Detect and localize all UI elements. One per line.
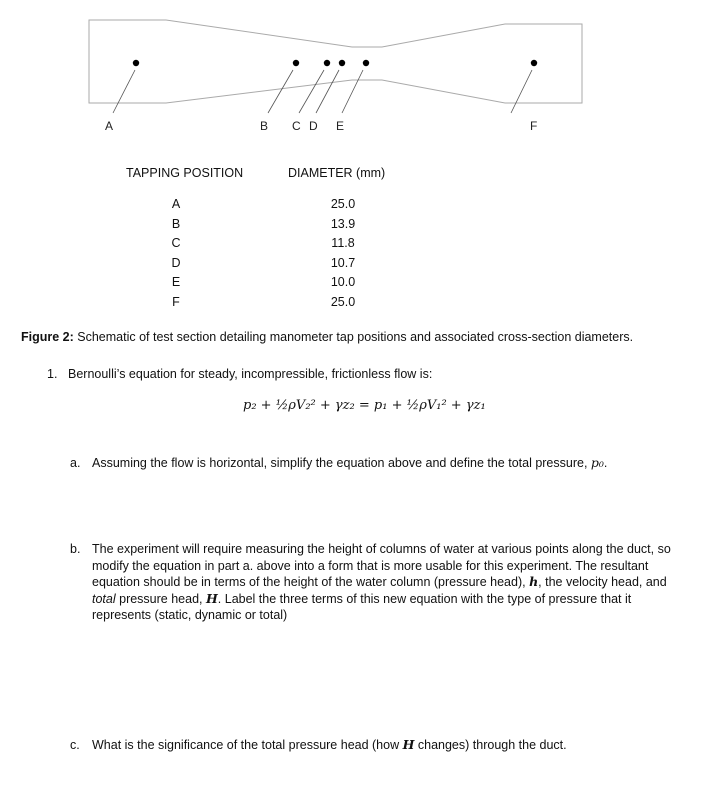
diameter-cell: 25.0 [330, 294, 356, 309]
qb-body-2: , the velocity head, and [538, 575, 667, 589]
tap-points [133, 60, 537, 66]
header-tapping-position: TAPPING POSITION [126, 166, 244, 180]
diameter-cell: 13.9 [330, 216, 356, 231]
test-section-schematic [0, 0, 712, 140]
qc-text [92, 737, 692, 754]
qb-body-3: pressure head, [115, 591, 206, 606]
position-cell: D [171, 255, 181, 270]
equation-lhs: p₂ + ½ρV₂² + γz₂ [243, 398, 355, 413]
q1-text: Bernoulli’s equation for steady, incompressible, frictionless flow is: [68, 367, 433, 381]
qa-var: p₀ [590, 455, 604, 470]
tap-dot-b [293, 60, 299, 66]
diameter-cell: 10.7 [330, 255, 356, 270]
tap-label: C [292, 119, 301, 133]
qc-letter: c. [70, 738, 80, 752]
position-cell: B [171, 216, 181, 231]
equation-equals: = [358, 398, 370, 413]
qc-body-1: What is the significance of the total pressure head (how [92, 738, 403, 752]
qa-letter: a. [70, 456, 81, 470]
qc-H: H [402, 737, 415, 752]
diameter-cell: 25.0 [330, 197, 356, 211]
caption-label: Figure 2: [21, 330, 74, 344]
tap-label: A [105, 119, 114, 133]
tap-dot-d [339, 60, 345, 66]
duct-outline [89, 20, 582, 103]
qb-H: H [205, 590, 218, 606]
tap-dot-e [363, 60, 369, 66]
figure-caption [21, 330, 633, 344]
tap-label: F [530, 119, 538, 133]
qa-body: Assuming the flow is horizontal, simplify the equation above and define the total pressure, [92, 456, 591, 470]
position-cell: C [171, 236, 181, 250]
qb-text [92, 541, 692, 624]
tap-dot-c [324, 60, 330, 66]
qb-body-4: . Label the three terms of this new equation with the type of pressure that it represents (static, dynamic or total) [92, 591, 632, 622]
position-cell: E [171, 275, 181, 289]
diameters-column [323, 195, 363, 312]
equation-rhs: p₁ + ½ρV₁² + γz₁ [373, 398, 486, 413]
qb-total: total [92, 591, 116, 606]
tap-label: D [309, 119, 318, 133]
diameter-cell: 10.0 [330, 275, 356, 289]
positions-column [166, 195, 186, 312]
diameter-cell: 11.8 [331, 236, 355, 250]
tap-label: E [336, 119, 345, 133]
position-cell: F [172, 294, 180, 309]
tap-label: B [260, 119, 269, 133]
tap-dot-a [133, 60, 139, 66]
qa-end: . [603, 456, 608, 470]
tap-dot-f [531, 60, 537, 66]
qb-h: h [529, 574, 539, 589]
qb-body-1: The experiment will require measuring the height of columns of water at various points along the duct, so modify the equation in part a. above into a form that is more usable for this experiment. The resultant equation should be in terms of the height of the water column (pressure head), [92, 542, 671, 589]
qc-body-2: changes) through the duct. [414, 738, 567, 752]
qa-text [92, 455, 692, 472]
header-diameter: DIAMETER (mm) [288, 166, 386, 180]
bernoulli-equation [243, 398, 486, 413]
position-cell: A [171, 197, 181, 211]
leader-lines [113, 70, 532, 113]
q1-number: 1. [47, 367, 58, 381]
qb-letter: b. [70, 542, 81, 556]
caption-text: Schematic of test section detailing manometer tap positions and associated cross-section diameters. [73, 330, 634, 344]
